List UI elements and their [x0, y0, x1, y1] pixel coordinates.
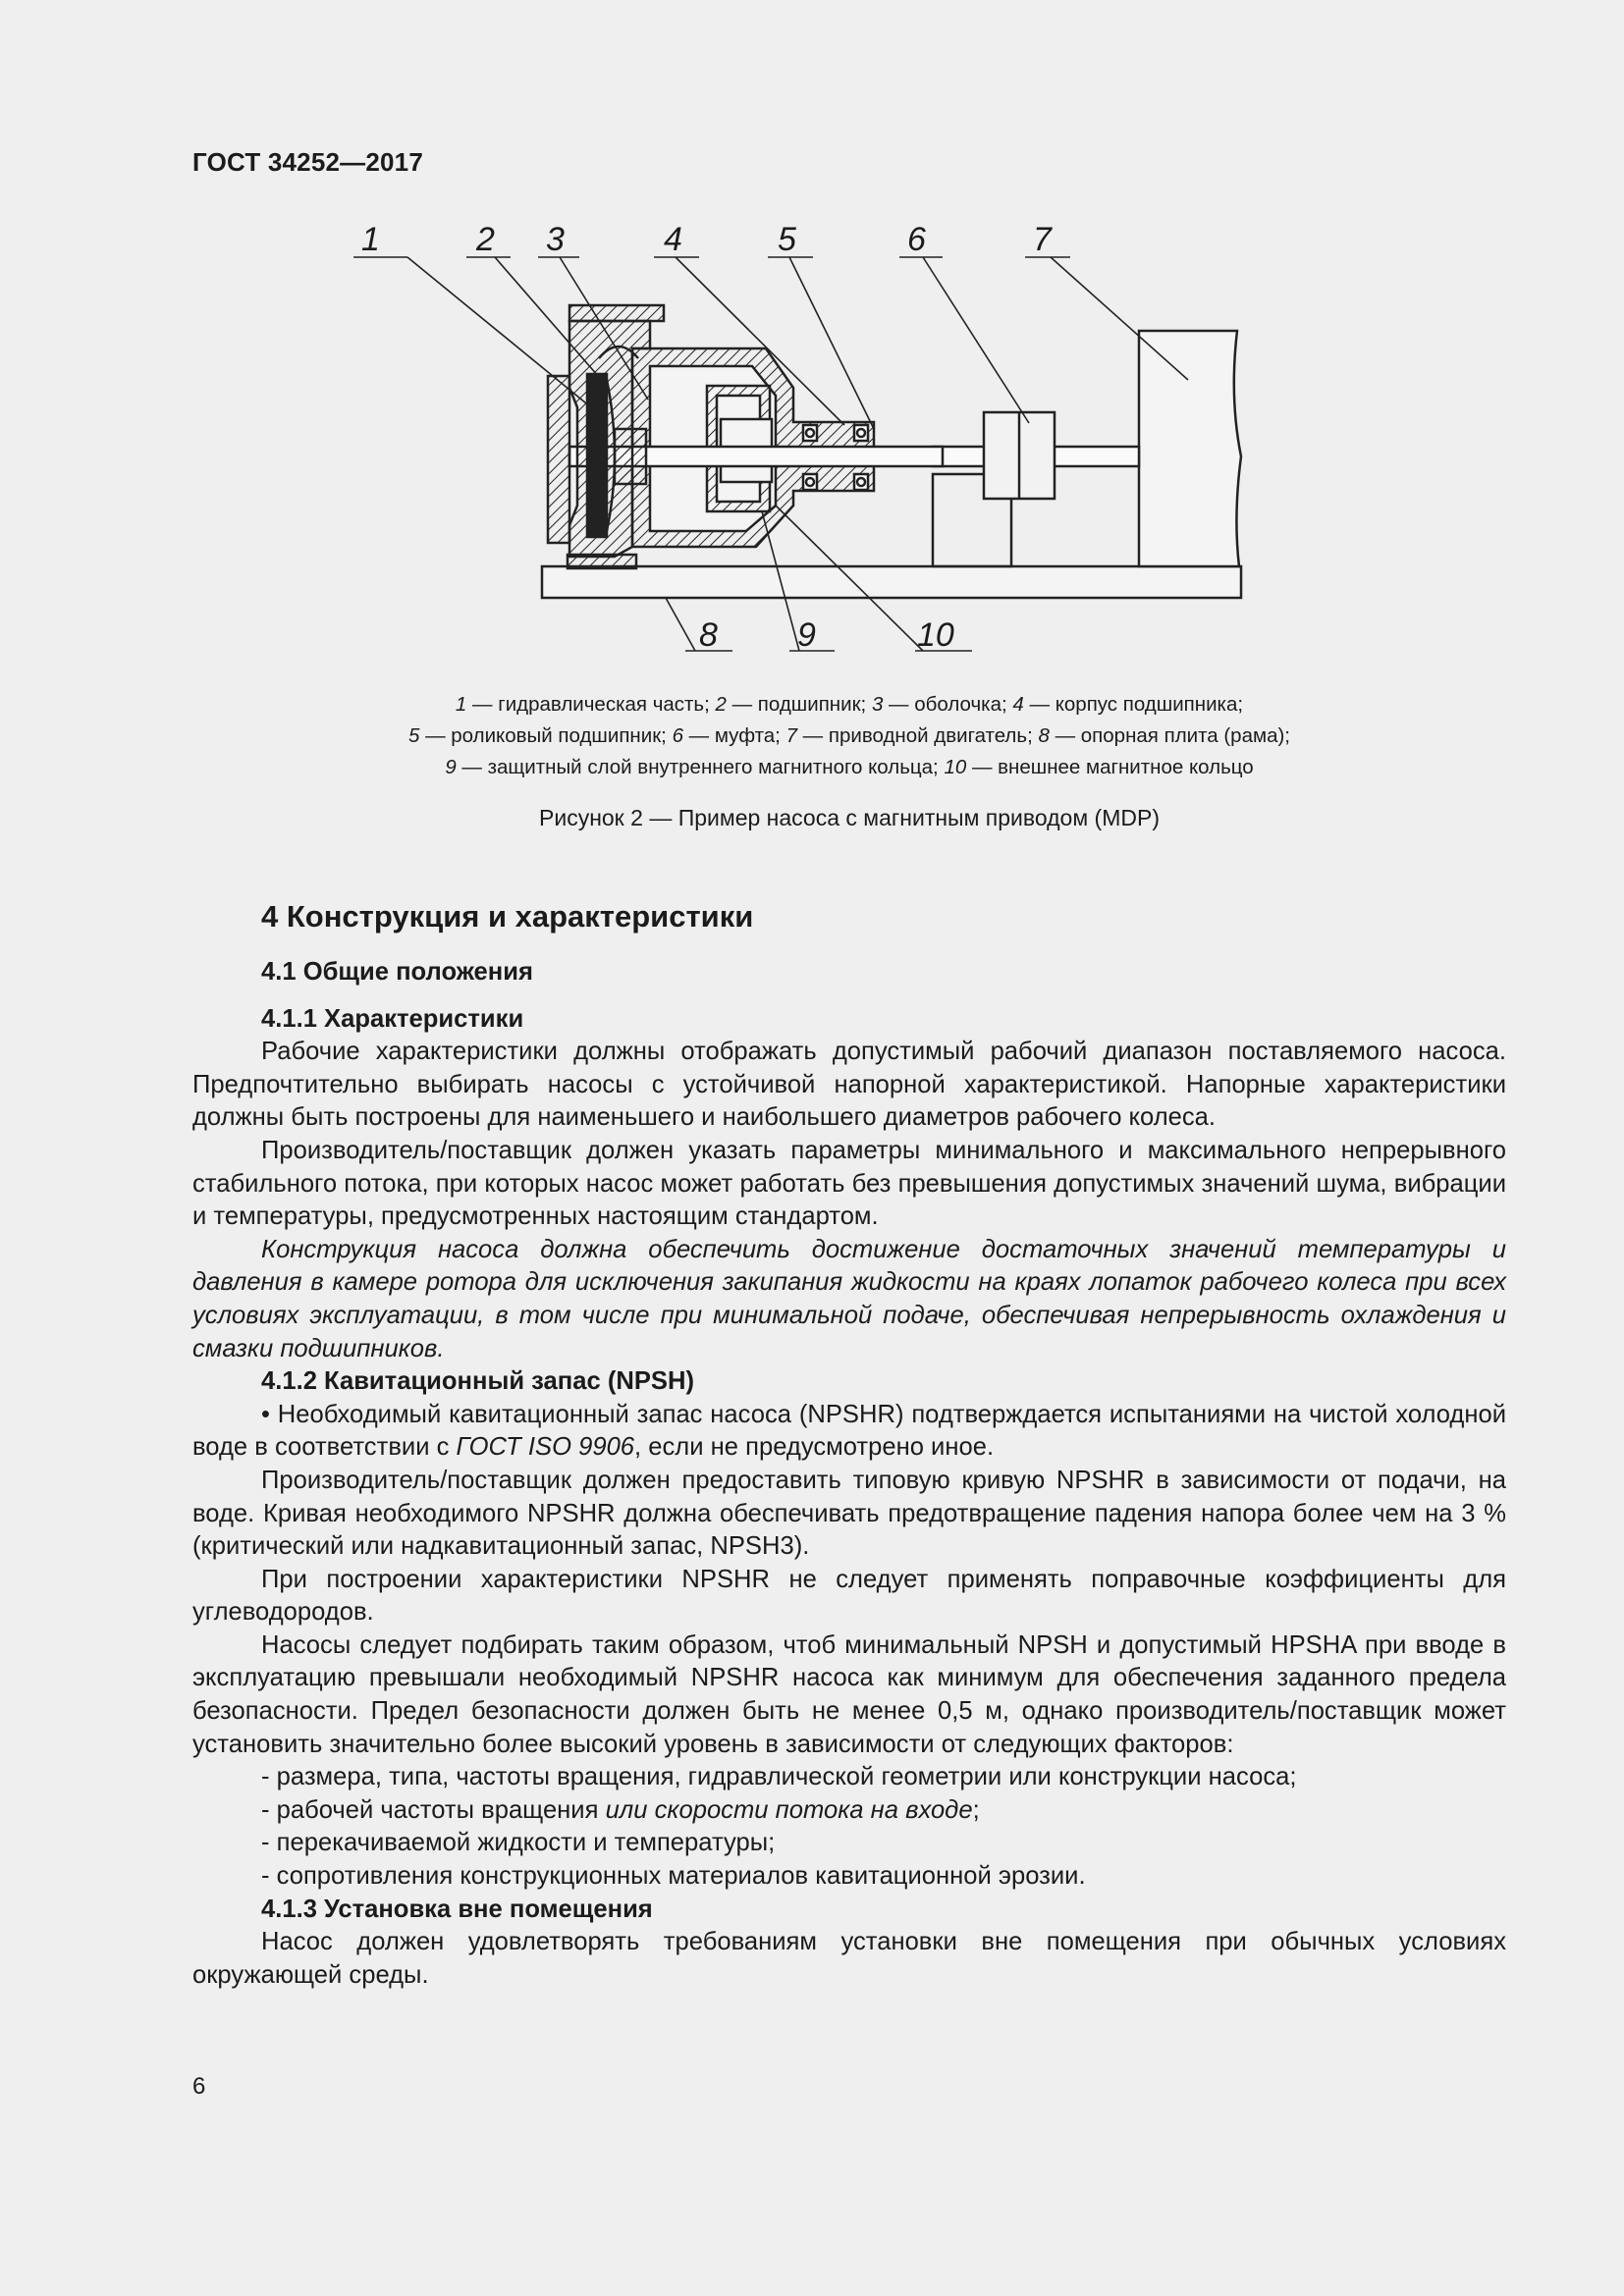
pump-figure — [361, 211, 1267, 672]
page-number: 6 — [192, 2073, 206, 2100]
subsubsection-title: 4.1.1 Характеристики — [261, 1004, 524, 1033]
section-body — [192, 895, 1506, 1992]
callout-7: 7 — [1033, 221, 1052, 258]
callout-6: 6 — [907, 221, 926, 258]
callout-5: 5 — [778, 221, 796, 258]
legend-line: 1 — гидравлическая часть; 2 — подшипник; 3 — оболочка; 4 — корпус подшипника; — [455, 693, 1244, 716]
paragraph-italic: Конструкция насоса должна обеспечить достижение достаточных значений температуры и давления в камере ротора для исключения закипания жидкости на краях лопаток рабочего колеса при всех условиях эксплуатации, в том числе при минимальной подаче, обеспечивая непрерывность охлаждения и смазки подшипников. — [192, 1235, 1506, 1362]
pump-drawing — [361, 211, 1267, 672]
paragraph: Насос должен удовлетворять требованиям установки вне помещения при обычных условиях окружающей среды. — [192, 1928, 1506, 1989]
callout-3: 3 — [546, 221, 565, 258]
callout-10: 10 — [917, 616, 954, 654]
legend-line: 5 — роликовый подшипник; 6 — муфта; 7 — приводной двигатель; 8 — опорная плита (рама); — [407, 724, 1291, 747]
paragraph: При построении характеристики NPSHR не следует применять поправочные коэффициенты для углеводородов. — [192, 1565, 1506, 1627]
callout-2: 2 — [476, 221, 495, 258]
paragraph: • Необходимый кавитационный запас насоса (NPSHR) подтверждается испытаниями на чистой холодной воде в соответствии с ГОСТ ISO 9906, если не предусмотрено иное. — [192, 1400, 1506, 1462]
base-plate — [542, 566, 1241, 598]
list-item: - размера, типа, частоты вращения, гидравлической геометрии или конструкции насоса; — [261, 1763, 1297, 1791]
list-item: - сопротивления конструкционных материалов кавитационной эрозии. — [261, 1862, 1086, 1891]
paragraph: Производитель/поставщик должен указать параметры минимального и максимального непрерывного стабильного потока, при которых насос может работать без превышения допустимых значений шума, вибрации и температуры, предусмотренных настоящим стандартом. — [192, 1136, 1506, 1231]
suction-flange — [548, 376, 569, 543]
list-item: - перекачиваемой жидкости и температуры; — [261, 1829, 776, 1857]
figure-caption: Рисунок 2 — Пример насоса с магнитным приводом (MDP) — [539, 805, 1160, 830]
paragraph: Рабочие характеристики должны отображать допустимый рабочий диапазон поставляемого насоса. Предпочтительно выбирать насосы с устойчивой напорной характеристикой. Напорные характеристики должны быть построены для наименьшего и наибольшего диаметров рабочего колеса. — [192, 1038, 1506, 1132]
subsection-title: 4.1 Общие положения — [261, 958, 533, 986]
legend-line: 9 — защитный слой внутреннего магнитного кольца; 10 — внешнее магнитное кольцо — [445, 756, 1254, 778]
subsubsection-title: 4.1.2 Кавитационный запас (NPSH) — [261, 1367, 694, 1396]
document-header: ГОСТ 34252—2017 — [192, 147, 423, 177]
impeller — [587, 374, 607, 537]
callout-9: 9 — [797, 616, 816, 654]
list-item: - рабочей частоты вращения или скорости потока на входе; — [261, 1795, 980, 1824]
discharge-flange — [569, 305, 664, 321]
subsubsection-title: 4.1.3 Установка вне помещения — [261, 1895, 653, 1923]
callout-1: 1 — [361, 221, 380, 258]
callout-4: 4 — [664, 221, 682, 258]
section-title: 4 Конструкция и характеристики — [261, 899, 754, 934]
callout-8: 8 — [699, 616, 718, 654]
paragraph: Производитель/поставщик должен предоставить типовую кривую NPSHR в зависимости от подачи, на воде. Кривая необходимого NPSHR должна обеспечивать предотвращение падения напора более чем на 3 % (критический или надкавитационный запас, NPSH3). — [192, 1466, 1506, 1561]
motor-body — [1139, 331, 1241, 566]
standard-reference: ГОСТ ISO 9906 — [456, 1433, 635, 1462]
paragraph: Насосы следует подбирать таким образом, чтоб минимальный NPSH и допустимый HPSHA при вводе в эксплуатацию превышали необходимый NPSHR насоса как минимум для обеспечения заданного предела безопасности. Предел безопасности должен быть не менее 0,5 м, однако производитель/поставщик может установить значительно более высокий уровень в зависимости от следующих факторов: — [192, 1630, 1506, 1758]
figure-legend — [295, 689, 1404, 783]
